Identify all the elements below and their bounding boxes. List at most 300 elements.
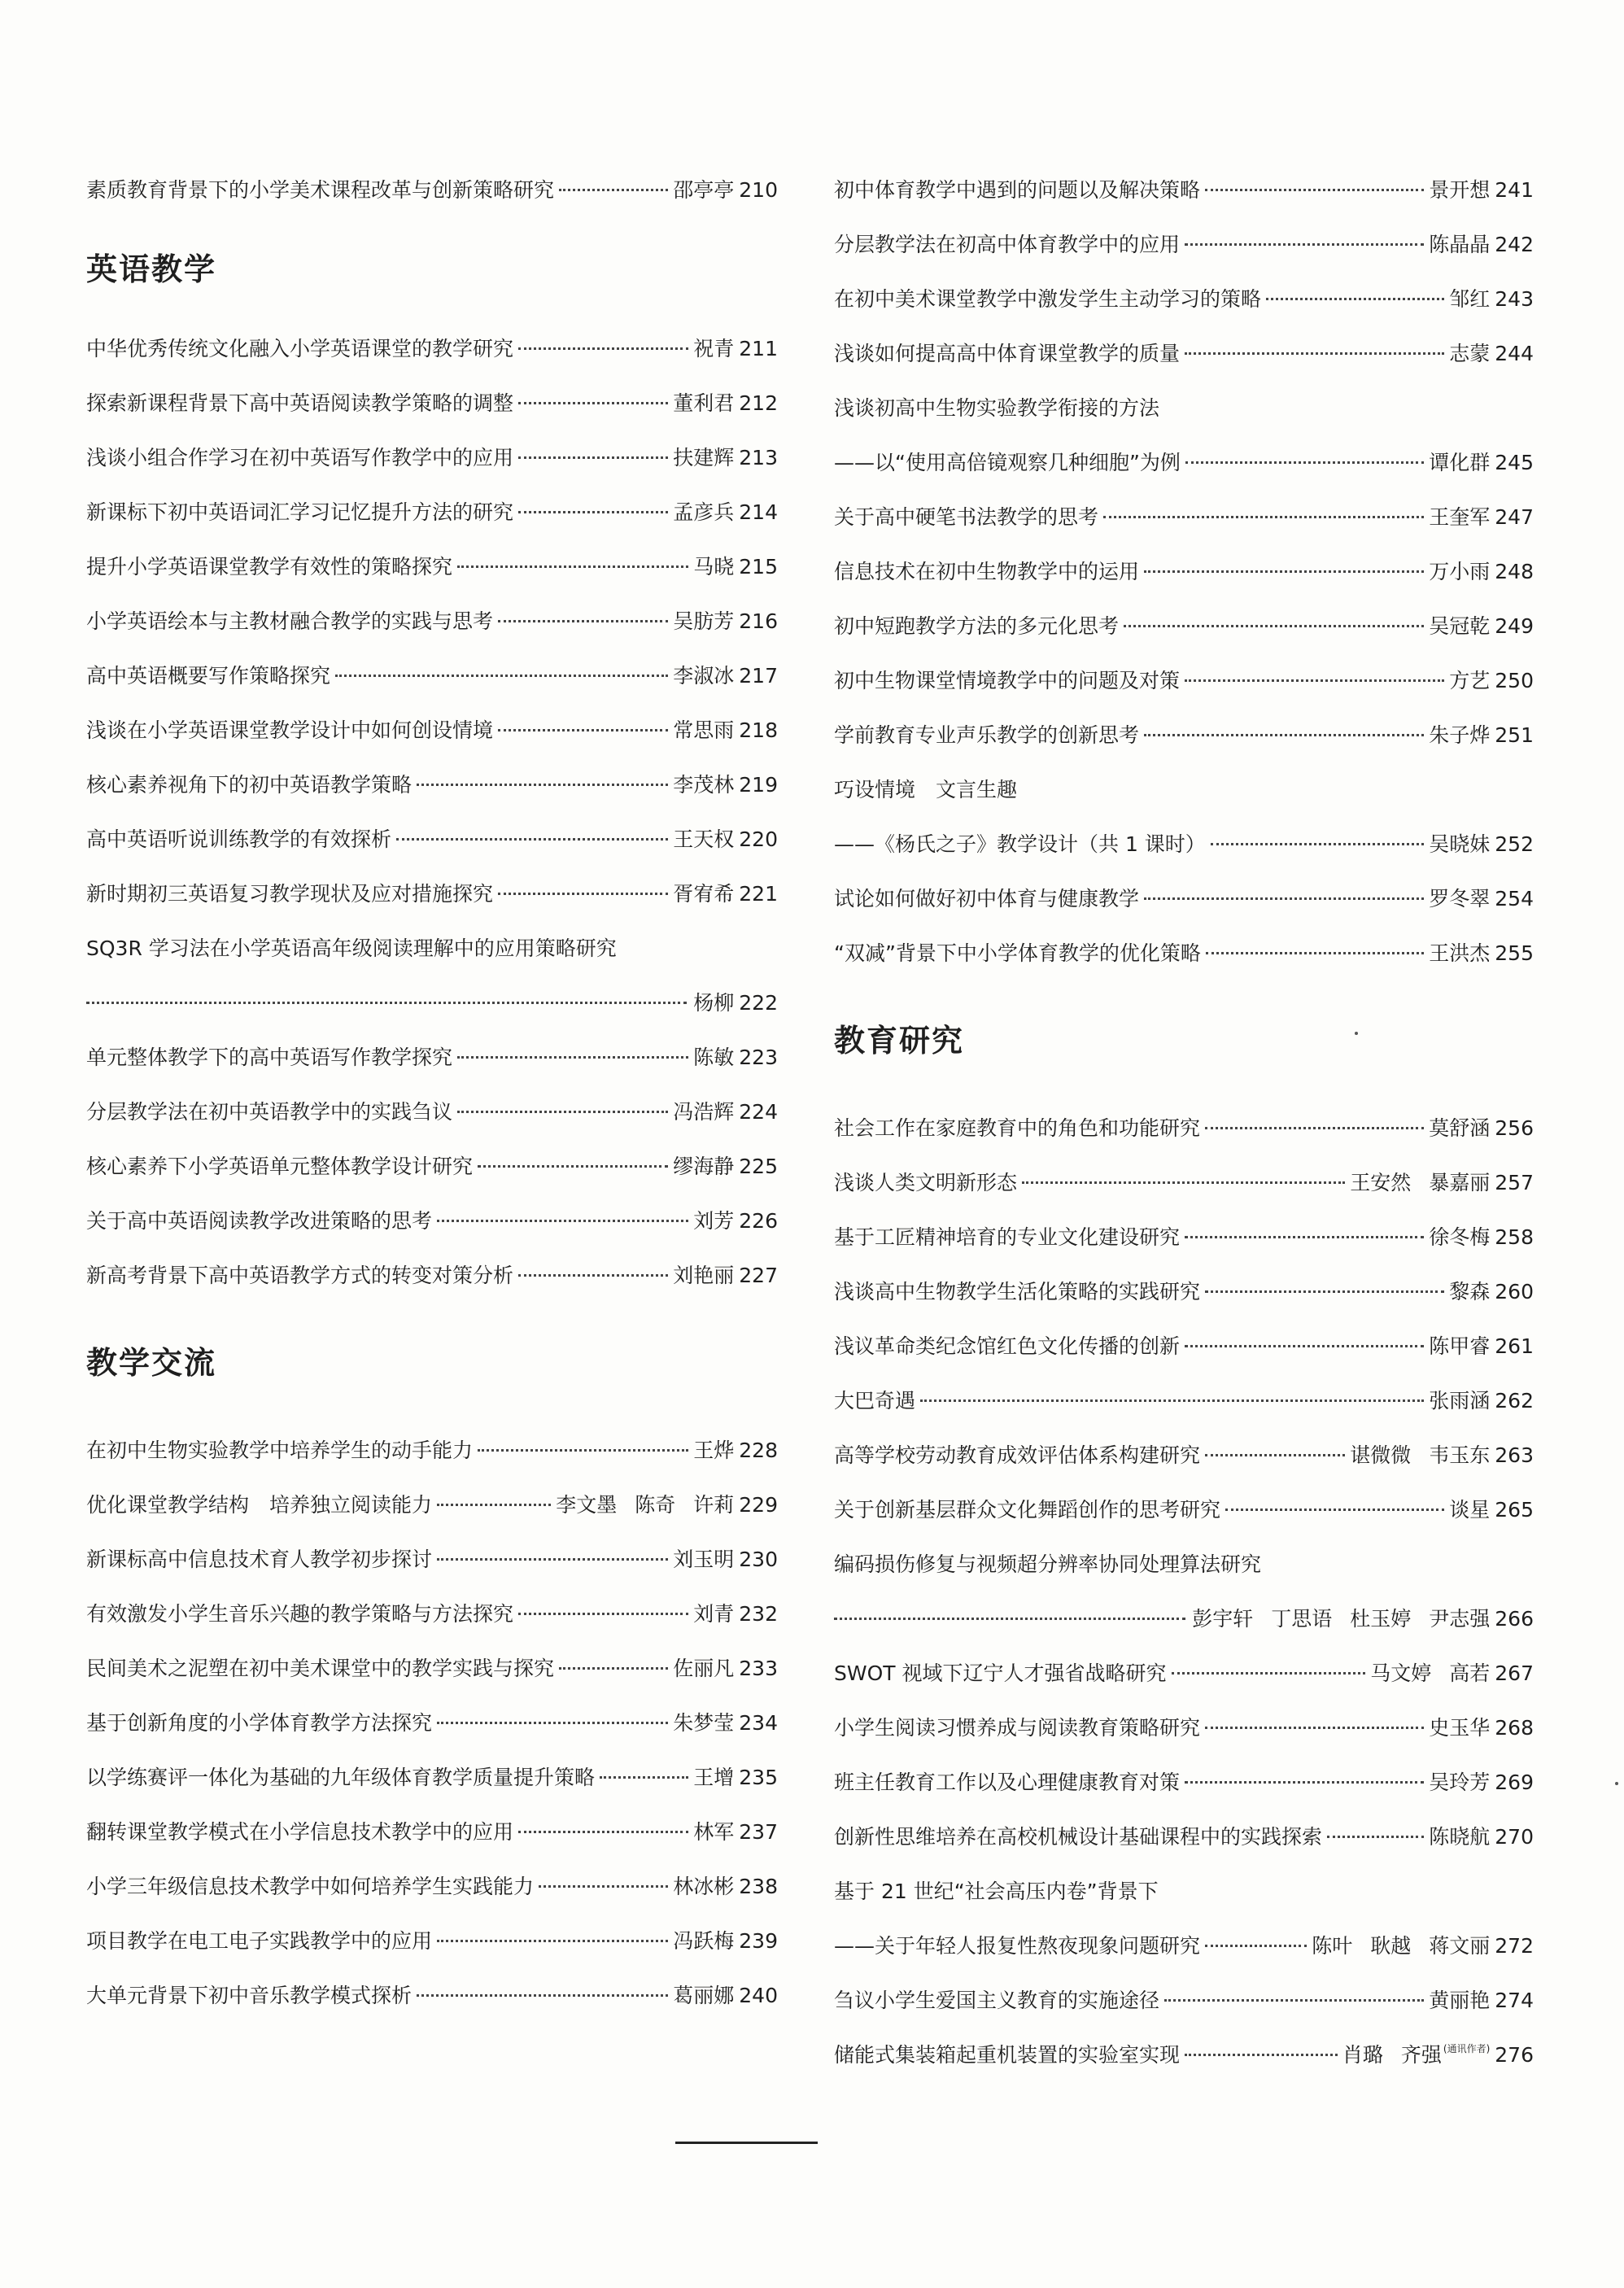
leader-dots — [1185, 461, 1424, 464]
toc-entry[interactable] — [86, 376, 778, 430]
entry-page: 244 — [1495, 342, 1534, 365]
toc-entry[interactable] — [834, 2028, 1534, 2082]
entry-author: 蒋文丽 — [1429, 1934, 1491, 1958]
leader-dots — [559, 189, 668, 191]
entry-page: 221 — [739, 882, 778, 906]
leader-dots — [1172, 1672, 1366, 1675]
entry-page: 238 — [739, 1875, 778, 1898]
leader-dots — [539, 1885, 668, 1888]
toc-entry[interactable] — [86, 163, 778, 217]
section-heading-research: 教育研究 — [834, 1023, 965, 1059]
entry-author: 谭化群 — [1429, 451, 1491, 474]
entry-page: 260 — [1495, 1280, 1534, 1303]
entry-author: 尹志强 — [1429, 1607, 1491, 1631]
entry-page: 265 — [1495, 1498, 1534, 1522]
exchange-list — [86, 1423, 778, 2023]
entry-title: SWOT 视域下辽宁人才强省战略研究 — [834, 1661, 1167, 1685]
entry-title: 项目教学在电工电子实践教学中的应用 — [86, 1929, 433, 1953]
leader-dots — [478, 1449, 688, 1452]
entry-author: 王奎军 — [1429, 505, 1491, 529]
entry-page: 215 — [739, 555, 778, 579]
entry-author: 丁思语 — [1271, 1607, 1333, 1631]
entry-page: 213 — [739, 446, 778, 469]
toc-entry[interactable] — [86, 430, 778, 485]
entry-subtitle: ——《杨氏之子》教学设计（共 1 课时） — [834, 832, 1206, 856]
entry-title: 刍议小学生爱国主义教育的实施途径 — [834, 1989, 1160, 2012]
toc-entry-subtitle[interactable] — [834, 435, 1534, 490]
entry-authors — [1312, 1919, 1490, 1973]
entry-author: 王安然 — [1350, 1171, 1412, 1194]
entry-authors — [1429, 1101, 1490, 1155]
entry-page: 254 — [1495, 887, 1534, 910]
toc-entry[interactable] — [834, 1264, 1534, 1319]
entry-author: 陈晓航 — [1429, 1825, 1491, 1849]
entry-title-multiline[interactable]: 巧设情境 文言生趣 — [834, 778, 1018, 801]
leader-dots — [1205, 1127, 1424, 1129]
entry-author: 杜玉婷 — [1350, 1607, 1412, 1631]
entry-title: 浅谈如何提高高中体育课堂教学的质量 — [834, 342, 1181, 365]
entry-author: 陈甲睿 — [1429, 1334, 1491, 1358]
leader-dots — [1225, 1509, 1444, 1511]
toc-entry-continuation[interactable] — [834, 1592, 1534, 1646]
entry-author: 吴晓妹 — [1429, 832, 1491, 856]
entry-page: 212 — [739, 391, 778, 415]
entry-title: 中华优秀传统文化融入小学英语课堂的教学研究 — [86, 337, 514, 360]
leader-dots — [396, 838, 668, 841]
leader-dots — [1185, 1236, 1424, 1238]
toc-entry[interactable] — [834, 1482, 1534, 1537]
entry-author: 陈叶 — [1312, 1934, 1353, 1958]
corresponding-author-note: (通讯作者) — [1443, 2043, 1491, 2054]
entry-authors — [1192, 1592, 1490, 1646]
entry-title: 关于创新基层群众文化舞蹈创作的思考研究 — [834, 1498, 1221, 1522]
entry-author: 邵亭亭 — [673, 178, 735, 202]
toc-entry[interactable] — [834, 1210, 1534, 1264]
entry-author: 刘玉明 — [673, 1548, 735, 1571]
entry-title-multiline[interactable]: 浅谈初高中生物实验教学衔接的方法 — [834, 396, 1160, 420]
entry-authors — [1449, 1264, 1490, 1319]
scan-speck — [1615, 1782, 1618, 1785]
leader-dots — [1144, 897, 1424, 900]
entry-author: 邹红 — [1449, 287, 1491, 311]
toc-entry[interactable] — [86, 1478, 778, 1532]
toc-entry[interactable] — [834, 1810, 1534, 1864]
entry-authors — [1350, 1155, 1490, 1210]
leader-dots — [518, 1831, 688, 1833]
leader-dots — [86, 1002, 687, 1004]
entry-title: 高中英语概要写作策略探究 — [86, 664, 331, 688]
entry-page: 229 — [739, 1493, 778, 1517]
leader-dots — [457, 1111, 668, 1113]
leader-dots — [1185, 679, 1444, 682]
entry-author: 朱梦莹 — [673, 1711, 735, 1735]
toc-entry[interactable] — [834, 490, 1534, 544]
leader-dots — [437, 1722, 668, 1724]
entry-authors — [1429, 1755, 1490, 1810]
toc-entry[interactable] — [86, 539, 778, 594]
toc-entry[interactable] — [834, 1973, 1534, 2028]
entry-author: 林冰彬 — [673, 1875, 735, 1898]
toc-entry[interactable] — [86, 1641, 778, 1696]
toc-entry[interactable] — [834, 1155, 1534, 1210]
entry-page: 230 — [739, 1548, 778, 1571]
entry-title: 以学练赛评一体化为基础的九年级体育教学质量提升策略 — [86, 1766, 596, 1789]
leader-dots — [335, 675, 668, 677]
entry-title: 分层教学法在初高中体育教学中的应用 — [834, 233, 1181, 256]
leader-dots — [559, 1667, 668, 1670]
entry-authors — [1370, 1646, 1490, 1701]
leader-dots — [1185, 243, 1424, 246]
entry-title: 基于工匠精神培育的专业文化建设研究 — [834, 1225, 1181, 1249]
entry-author: 董利君 — [673, 391, 735, 415]
leader-dots — [478, 1165, 668, 1168]
entry-author: 冯跃梅 — [673, 1929, 735, 1953]
leader-dots — [518, 1613, 688, 1615]
entry-page: 272 — [1495, 1934, 1534, 1958]
entry-author: 胥宥希 — [673, 882, 735, 906]
leader-dots — [457, 565, 688, 568]
entry-author: 李茂林 — [673, 773, 735, 797]
entry-title-multiline[interactable]: 编码损伤修复与视频超分辨率协同处理算法研究 — [834, 1552, 1262, 1576]
entry-page: 266 — [1495, 1607, 1534, 1631]
entry-page: 237 — [739, 1820, 778, 1844]
entry-title: 新时期初三英语复习教学现状及应对措施探究 — [86, 882, 494, 906]
toc-entry[interactable] — [834, 599, 1534, 653]
entry-page: 234 — [739, 1711, 778, 1735]
toc-entry[interactable] — [86, 1085, 778, 1139]
entry-author: 马文婷 — [1370, 1661, 1432, 1685]
entry-page: 239 — [739, 1929, 778, 1953]
toc-entry[interactable] — [834, 163, 1534, 217]
toc-entry[interactable] — [86, 1194, 778, 1248]
leader-dots — [920, 1399, 1424, 1402]
leader-dots — [1144, 570, 1424, 573]
entry-author: 陈晶晶 — [1429, 233, 1491, 256]
entry-author: 王烨 — [693, 1439, 735, 1462]
toc-entry[interactable] — [834, 1428, 1534, 1482]
leader-dots — [518, 1274, 668, 1277]
entry-author: 莫舒涵 — [1429, 1116, 1491, 1140]
toc-entry[interactable] — [86, 812, 778, 867]
entry-author: 吴玲芳 — [1429, 1771, 1491, 1794]
entry-page: 220 — [739, 827, 778, 851]
leader-dots — [518, 402, 668, 404]
toc-entry-subtitle[interactable] — [834, 1919, 1534, 1973]
entry-title: 提升小学英语课堂教学有效性的策略探究 — [86, 555, 453, 579]
entry-author: 李文墨 — [556, 1493, 618, 1517]
toc-entry[interactable] — [834, 926, 1534, 980]
entry-author: 韦玉东 — [1429, 1443, 1491, 1467]
entry-title: 学前教育专业声乐教学的创新思考 — [834, 723, 1140, 747]
entry-page: 267 — [1495, 1661, 1534, 1685]
entry-author: 孟彦兵 — [673, 500, 735, 524]
toc-entry[interactable] — [86, 1696, 778, 1750]
entry-author: 王增 — [693, 1766, 735, 1789]
entry-title: 浅谈高中生物教学生活化策略的实践研究 — [834, 1280, 1201, 1303]
toc-entry[interactable] — [834, 1101, 1534, 1155]
entry-page: 226 — [739, 1209, 778, 1233]
entry-title: 关于高中英语阅读教学改进策略的思考 — [86, 1209, 433, 1233]
entry-subtitle: ——以“使用高倍镜观察几种细胞”为例 — [834, 451, 1181, 474]
leader-dots — [518, 511, 668, 513]
toc-entry[interactable] — [834, 217, 1534, 272]
entry-page: 262 — [1495, 1389, 1534, 1413]
entry-page: 228 — [739, 1439, 778, 1462]
toc-entry[interactable] — [86, 1914, 778, 1968]
entry-author: 高若 — [1449, 1661, 1491, 1685]
entry-page: 227 — [739, 1264, 778, 1287]
entry-page: 214 — [739, 500, 778, 524]
entry-author: 肖璐 — [1342, 2043, 1383, 2067]
leader-dots — [437, 1558, 668, 1561]
entry-author: 万小雨 — [1429, 560, 1491, 583]
entry-page: 224 — [739, 1100, 778, 1124]
toc-entry[interactable] — [86, 1968, 778, 2023]
leader-dots — [437, 1504, 551, 1506]
entry-author: 葛丽娜 — [673, 1984, 735, 2007]
entry-author: 朱子烨 — [1429, 723, 1491, 747]
entry-page: 250 — [1495, 669, 1534, 692]
right-column — [834, 163, 1534, 2082]
entry-title: 基于创新角度的小学体育教学方法探究 — [86, 1711, 433, 1735]
entry-authors — [1429, 1319, 1490, 1373]
entry-author: 方艺 — [1449, 669, 1491, 692]
leader-dots — [1185, 352, 1444, 355]
entry-author: 缪海静 — [673, 1155, 735, 1178]
toc-entry[interactable] — [834, 1646, 1534, 1701]
entry-page: 268 — [1495, 1716, 1534, 1740]
entry-authors — [1342, 2028, 1442, 2082]
entry-page: 257 — [1495, 1171, 1534, 1194]
toc-entry[interactable] — [86, 758, 778, 812]
entry-title: 信息技术在初中生物教学中的运用 — [834, 560, 1140, 583]
toc-entry[interactable] — [86, 594, 778, 648]
entry-author: 冯浩辉 — [673, 1100, 735, 1124]
toc-entry[interactable] — [834, 1755, 1534, 1810]
entry-authors — [1429, 1810, 1490, 1864]
entry-page: 242 — [1495, 233, 1534, 256]
entry-title: 核心素养下小学英语单元整体教学设计研究 — [86, 1155, 474, 1178]
entry-author: 马晓 — [693, 555, 735, 579]
entry-title: 初中短跑教学方法的多元化思考 — [834, 614, 1120, 638]
entry-author: 志蒙 — [1449, 342, 1491, 365]
toc-entry[interactable] — [86, 867, 778, 921]
entry-title: 小学英语绘本与主教材融合教学的实践与思考 — [86, 609, 494, 633]
entry-title: 在初中美术课堂教学中激发学生主动学习的策略 — [834, 287, 1262, 311]
entry-title: 浅议革命类纪念馆红色文化传播的创新 — [834, 1334, 1181, 1358]
toc-entry[interactable] — [834, 871, 1534, 926]
entry-page: 252 — [1495, 832, 1534, 856]
entry-author: 王天权 — [673, 827, 735, 851]
leader-dots — [1327, 1836, 1424, 1838]
hand-drawn-underline — [675, 2142, 818, 2144]
entry-title: 新课标高中信息技术育人教学初步探讨 — [86, 1548, 433, 1571]
entry-page: 251 — [1495, 723, 1534, 747]
entry-page: 270 — [1495, 1825, 1534, 1849]
leader-dots — [498, 729, 668, 731]
entry-authors — [1449, 1482, 1490, 1537]
toc-entry-subtitle[interactable] — [834, 817, 1534, 871]
entry-author: 刘芳 — [693, 1209, 735, 1233]
leader-dots — [417, 784, 668, 786]
toc-entry[interactable] — [834, 326, 1534, 381]
leader-dots — [600, 1776, 688, 1779]
entry-author: 张雨涵 — [1429, 1389, 1491, 1413]
entry-subtitle: ——关于年轻人报复性熬夜现象问题研究 — [834, 1934, 1201, 1958]
entry-title: 素质教育背景下的小学美术课程改革与创新策略研究 — [86, 178, 555, 202]
toc-entry[interactable] — [834, 1319, 1534, 1373]
leader-dots — [1205, 1945, 1307, 1947]
leader-dots — [1205, 1727, 1424, 1729]
leader-dots — [1022, 1181, 1345, 1184]
entry-title: 社会工作在家庭教育中的角色和功能研究 — [834, 1116, 1201, 1140]
entry-authors — [1429, 1210, 1490, 1264]
entry-author: 陈奇 — [635, 1493, 676, 1517]
entry-page: 217 — [739, 664, 778, 688]
entry-page: 258 — [1495, 1225, 1534, 1249]
toc-entry[interactable] — [86, 1750, 778, 1805]
toc-entry[interactable] — [86, 1587, 778, 1641]
section-heading-exchange: 教学交流 — [86, 1345, 217, 1381]
entry-author: 刘青 — [693, 1602, 735, 1626]
entry-author: 谌微微 — [1350, 1443, 1412, 1467]
entry-authors — [1429, 1373, 1490, 1428]
toc-entry[interactable] — [834, 544, 1534, 599]
toc-entry[interactable] — [834, 1373, 1534, 1428]
entry-page: 274 — [1495, 1989, 1534, 2012]
entry-author: 李淑冰 — [673, 664, 735, 688]
leader-dots — [1266, 298, 1444, 300]
entry-author: 扶建辉 — [673, 446, 735, 469]
entry-title: 分层教学法在初中英语教学中的实践刍议 — [86, 1100, 453, 1124]
toc-entry[interactable] — [834, 653, 1534, 708]
entry-title: 关于高中硬笔书法教学的思考 — [834, 505, 1099, 529]
toc-entry[interactable] — [86, 703, 778, 758]
entry-title: “双减”背景下中小学体育教学的优化策略 — [834, 941, 1201, 965]
entry-title-multiline[interactable]: SQ3R 学习法在小学英语高年级阅读理解中的应用策略研究 — [86, 937, 617, 960]
toc-entry[interactable] — [86, 1139, 778, 1194]
entry-author: 谈星 — [1449, 1498, 1491, 1522]
entry-title: 大巴奇遇 — [834, 1389, 916, 1413]
entry-title: 浅谈人类文明新形态 — [834, 1171, 1018, 1194]
section-heading-english: 英语教学 — [86, 251, 217, 287]
entry-author: 罗冬翠 — [1429, 887, 1491, 910]
leader-dots — [1185, 1781, 1424, 1784]
entry-page: 223 — [739, 1046, 778, 1069]
toc-entry[interactable] — [86, 648, 778, 703]
toc-entry[interactable] — [86, 1030, 778, 1085]
entry-page: 245 — [1495, 451, 1534, 474]
entry-title: 新高考背景下高中英语教学方式的转变对策分析 — [86, 1264, 514, 1287]
entry-authors — [1429, 1973, 1490, 2028]
leader-dots — [518, 456, 668, 459]
entry-title: 小学生阅读习惯养成与阅读教育策略研究 — [834, 1716, 1201, 1740]
entry-title: 初中体育教学中遇到的问题以及解决策略 — [834, 178, 1201, 202]
entry-author: 刘艳丽 — [673, 1264, 735, 1287]
entry-author: 常思雨 — [673, 718, 735, 742]
toc-entry[interactable] — [86, 1532, 778, 1587]
entry-title: 初中生物课堂情境教学中的问题及对策 — [834, 669, 1181, 692]
entry-author: 黎森 — [1449, 1280, 1491, 1303]
entry-author: 暴嘉丽 — [1429, 1171, 1491, 1194]
entry-page: 233 — [739, 1657, 778, 1680]
leader-dots — [1124, 625, 1424, 627]
toc-entry[interactable] — [834, 272, 1534, 326]
entry-page: 219 — [739, 773, 778, 797]
entry-title: 浅谈在小学英语课堂教学设计中如何创设情境 — [86, 718, 494, 742]
leader-dots — [834, 1618, 1185, 1620]
entry-title: 高等学校劳动教育成效评估体系构建研究 — [834, 1443, 1201, 1467]
entry-title: 核心素养视角下的初中英语教学策略 — [86, 773, 413, 797]
entry-author: 彭宇轩 — [1192, 1607, 1254, 1631]
entry-title-multiline[interactable]: 基于 21 世纪“社会高压内卷”背景下 — [834, 1880, 1159, 1903]
entry-author: 景开想 — [1429, 178, 1491, 202]
entry-author: 杨柳 — [693, 991, 735, 1015]
entry-author: 齐强 — [1400, 2043, 1442, 2067]
toc-entry-continuation[interactable] — [86, 976, 778, 1030]
leader-dots — [1185, 1345, 1424, 1347]
leader-dots — [457, 1056, 688, 1059]
toc-entry[interactable] — [834, 708, 1534, 762]
entry-page: 248 — [1495, 560, 1534, 583]
entry-author: 陈敏 — [693, 1046, 735, 1069]
leader-dots — [437, 1940, 668, 1942]
entry-page: 211 — [739, 337, 778, 360]
entry-author: 王洪杰 — [1429, 941, 1491, 965]
toc-entry[interactable] — [86, 485, 778, 539]
entry-author: 史玉华 — [1429, 1716, 1491, 1740]
entry-page: 235 — [739, 1766, 778, 1789]
toc-entry[interactable] — [86, 1423, 778, 1478]
entry-page: 216 — [739, 609, 778, 633]
leader-dots — [518, 347, 688, 350]
left-column — [86, 163, 778, 2023]
entry-page: 261 — [1495, 1334, 1534, 1358]
entry-page: 218 — [739, 718, 778, 742]
entry-page: 276 — [1495, 2043, 1534, 2067]
entry-page: 247 — [1495, 505, 1534, 529]
entry-title: 翻转课堂教学模式在小学信息技术教学中的应用 — [86, 1820, 514, 1844]
english-list — [86, 321, 778, 1303]
entry-page: 243 — [1495, 287, 1534, 311]
toc-entry[interactable] — [86, 1248, 778, 1303]
toc-entry[interactable] — [86, 1859, 778, 1914]
entry-title: 试论如何做好初中体育与健康教学 — [834, 887, 1140, 910]
entry-page: 232 — [739, 1602, 778, 1626]
toc-entry[interactable] — [834, 1701, 1534, 1755]
entry-title: 高中英语听说训练教学的有效探析 — [86, 827, 392, 851]
entry-page: 241 — [1495, 178, 1534, 202]
entry-title: 优化课堂教学结构 培养独立阅读能力 — [86, 1493, 433, 1517]
entry-page: 263 — [1495, 1443, 1534, 1467]
entry-title: 储能式集装箱起重机装置的实验室实现 — [834, 2043, 1181, 2067]
leader-dots — [498, 620, 668, 622]
leader-dots — [1205, 1290, 1444, 1293]
entry-title: 探索新课程背景下高中英语阅读教学策略的调整 — [86, 391, 514, 415]
toc-entry[interactable] — [86, 321, 778, 376]
toc-entry[interactable] — [86, 1805, 778, 1859]
entry-title: 有效激发小学生音乐兴趣的教学策略与方法探究 — [86, 1602, 514, 1626]
entry-authors — [556, 1478, 734, 1532]
leader-dots — [1205, 189, 1424, 191]
leader-dots — [1144, 734, 1424, 736]
leader-dots — [498, 893, 668, 895]
entry-authors — [1429, 1701, 1490, 1755]
leader-dots — [1164, 1999, 1424, 2002]
entry-title: 浅谈小组合作学习在初中英语写作教学中的应用 — [86, 446, 514, 469]
entry-page: 256 — [1495, 1116, 1534, 1140]
entry-author: 吴肪芳 — [673, 609, 735, 633]
